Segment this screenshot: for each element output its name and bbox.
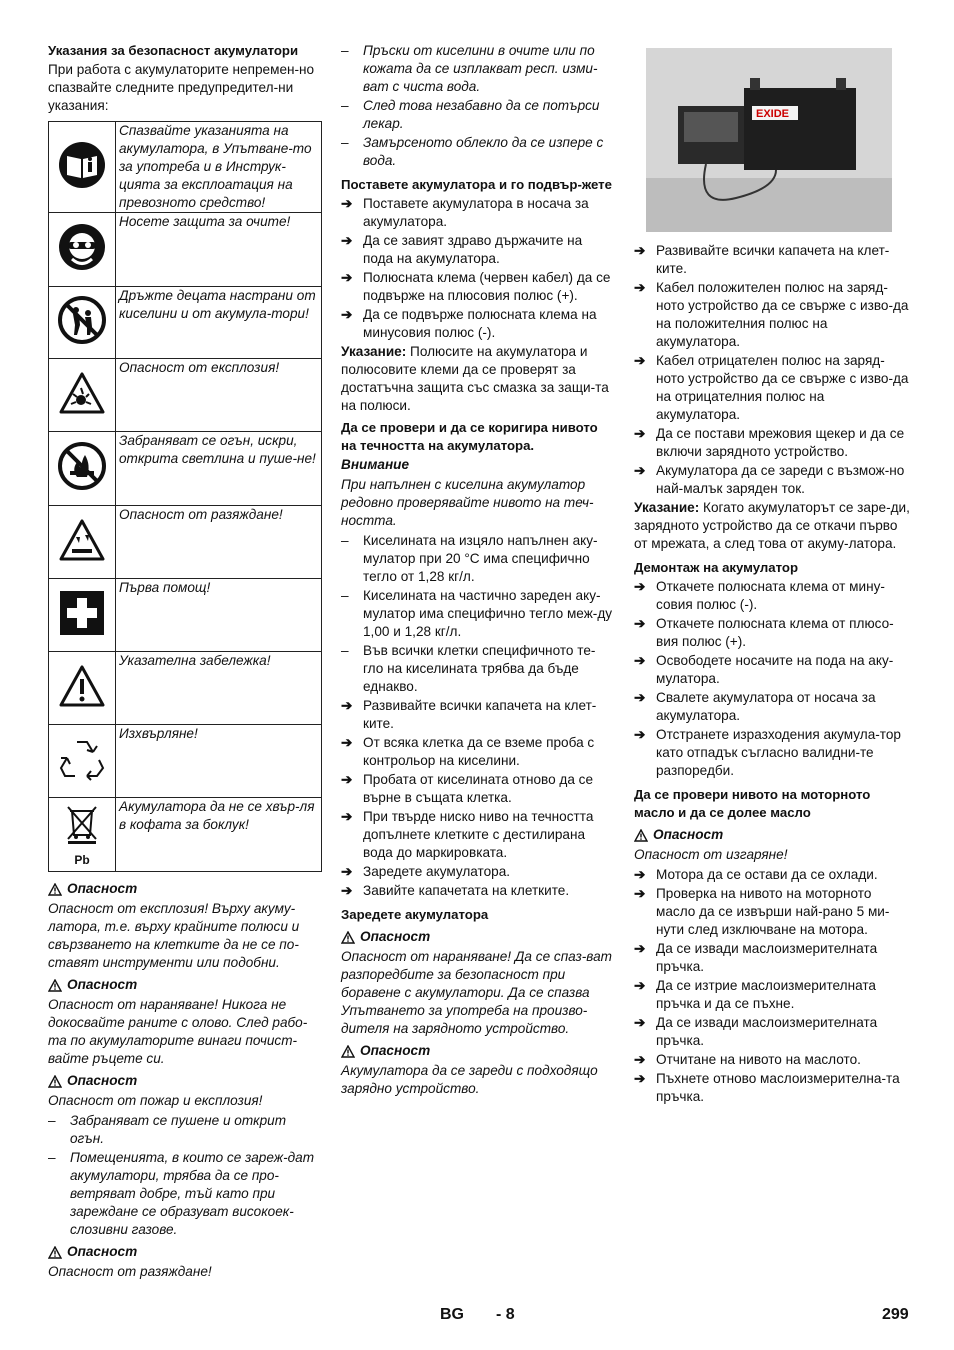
symbol-row [49, 652, 322, 725]
danger-text: Опасност от нараняване! Никога не докосвайте раните с олово. След рабо-та по акумулаторите винаги почист-вайте ръцете си. [48, 997, 308, 1066]
danger-label: Опасност [67, 1073, 138, 1088]
symbol-text: Дръжте децата настрани от киселини и от акумула-тори! [116, 287, 322, 359]
arrow-icon: ➔ [634, 1071, 646, 1086]
arrow-icon: ➔ [341, 735, 353, 750]
danger-heading [48, 976, 322, 994]
column-1 [48, 42, 322, 1283]
danger-label: Опасност [67, 977, 138, 992]
list-item: ➔ При твърде ниско ниво на течността допълнете клетките с дестилирана вода до маркировката. [341, 809, 594, 860]
warning-triangle-icon [48, 979, 62, 992]
arrow-icon: ➔ [634, 280, 646, 295]
list-item: ➔ Полюсната клема (червен кабел) да се подвърже на плюсовия полюс (+). [341, 270, 611, 303]
battery-charger-photo [646, 48, 892, 232]
danger-text: Акумулатора да се зареди с подходящо зарядно устройство. [341, 1063, 598, 1096]
list-item: ➔ Развивайте всички капачета на клет-ките. [341, 698, 597, 731]
list-item: ➔ Освободете носачите на пода на аку-мулатора. [634, 653, 894, 686]
list-item: – Забраняват се пушене и открит огън. [48, 1113, 287, 1146]
arrow-icon: ➔ [341, 772, 353, 787]
arrow-icon: ➔ [341, 864, 353, 879]
danger-label: Опасност [360, 1043, 431, 1058]
list-item: ➔ От всяка клетка да се вземе проба с контрольор на киселини. [341, 735, 595, 768]
symbol-row [49, 287, 322, 359]
list-item: ➔ Свалете акумулатора от носача за акумулатора. [634, 690, 876, 723]
arrow-icon: ➔ [634, 867, 646, 882]
list-item: – Пръски от киселини в очите или по кожата да се изплакват респ. изми-ват с чиста вода. [341, 43, 598, 94]
arrow-icon: ➔ [341, 233, 353, 248]
list-item: ➔ Завийте капачетата на клетките. [341, 883, 570, 898]
warning-triangle-icon [634, 829, 648, 842]
list-item: ➔ Да се завият здраво държачите на пода на акумулатора. [341, 233, 583, 266]
arrow-icon: ➔ [341, 698, 353, 713]
arrow-icon: ➔ [634, 463, 646, 478]
safety-symbols-table [48, 121, 322, 872]
danger-text: Опасност от разяждане! [48, 1264, 212, 1279]
section-heading: Да се провери нивото на моторното масло и да се долее масло [634, 787, 871, 820]
symbol-text: Спазвайте указанията на акумулатора, в Упътване-то за употреба и в Инструк-цията за експлоатация на превозното средство! [116, 122, 322, 213]
warning-triangle-icon [341, 1045, 355, 1058]
note-paragraph: Указание: Полюсите на акумулатора и полюсовите клеми да се проверят за достатъчна защита със смазка за защи-та на полюси. [341, 344, 609, 413]
section-heading: Демонтаж на акумулатор [634, 560, 799, 575]
pb-label: Pb [74, 853, 90, 867]
danger-label: Опасност [67, 881, 138, 896]
list-item: ➔ Кабел отрицателен полюс на заряд-ното устройство да се свърже с изво-да на отрицателния полюс на акумулатора. [634, 353, 909, 422]
list-item: ➔ Мотора да се остави да се охлади. [634, 867, 878, 882]
arrow-icon: ➔ [634, 690, 646, 705]
arrow-icon: ➔ [634, 1015, 646, 1030]
list-item: ➔ Акумулатора да се зареди с възмож-но най-малък заряден ток. [634, 463, 905, 496]
section-heading: Поставете акумулатора и го подвър-жете [341, 177, 612, 192]
footer-page-number: 299 [882, 1306, 909, 1323]
list-item: ➔ Да се подвърже полюсната клема на минусовия полюс (-). [341, 307, 597, 340]
explosion-hazard-icon [49, 359, 116, 432]
section-heading: Заредете акумулатора [341, 907, 489, 922]
arrow-icon: ➔ [634, 426, 646, 441]
list-item: ➔ Да се постави мрежовия щекер и да се включи зарядното устройство. [634, 426, 905, 459]
no-fire-no-smoking-icon [49, 432, 116, 506]
danger-heading [48, 1243, 322, 1261]
arrow-icon: ➔ [634, 978, 646, 993]
arrow-icon: ➔ [341, 883, 353, 898]
warning-triangle-icon [48, 883, 62, 896]
danger-text: Опасност от експлозия! Върху акуму-латора, т.е. върху крайните полюси и свързването на клетките да не се по-ставят инструменти или подобни. [48, 901, 300, 970]
list-item: ➔ Пробата от киселината отново да се върне в същата клетка. [341, 772, 594, 805]
arrow-icon: ➔ [634, 653, 646, 668]
symbol-text: Първа помощ! [116, 579, 322, 652]
symbol-text: Забраняват се огън, искри, открита светлина и пуше-не! [116, 432, 322, 506]
symbol-text: Опасност от разяждане! [116, 506, 322, 579]
arrow-icon: ➔ [341, 270, 353, 285]
warning-triangle-icon [341, 931, 355, 944]
arrow-icon: ➔ [634, 616, 646, 631]
list-item: ➔ Отстранете изразходения акумула-тор като отпадък съгласно валидни-те разпоредби. [634, 727, 901, 778]
intro-text: При работа с акумулаторите непремен-но спазвайте следните предупредител-ни указания: [48, 62, 315, 113]
list-item: – Във всички клетки специфичното те-гло на киселината трябва да бъде еднакво. [341, 643, 596, 694]
symbol-text: Опасност от експлозия! [116, 359, 322, 432]
corrosive-hazard-icon [49, 506, 116, 579]
symbol-row [49, 213, 322, 287]
symbol-row [49, 432, 322, 506]
list-item: ➔ Проверка на нивото на моторното масло да се извърши най-рано 5 ми-нути след изключване на мотора. [634, 886, 890, 937]
warning-triangle-icon [48, 1246, 62, 1259]
column-3 [634, 42, 910, 1107]
arrow-icon: ➔ [341, 809, 353, 824]
danger-heading [634, 826, 910, 844]
arrow-icon: ➔ [634, 579, 646, 594]
list-item: ➔ Поставете акумулатора в носача за акумулатора. [341, 196, 589, 229]
list-item: – Замърсеното облекло да се изпере с вода. [341, 135, 604, 168]
danger-text: Опасност от изгаряне! [634, 847, 788, 862]
arrow-icon: ➔ [341, 196, 353, 211]
list-item: ➔ Да се извади маслоизмерителната пръчка. [634, 1015, 878, 1048]
list-item: ➔ Да се изтрие маслоизмерителната пръчка и да се пъхне. [634, 978, 876, 1011]
danger-heading [341, 1042, 615, 1060]
list-item: – Киселината на изцяло напълнен аку-мулатор при 20 °C има специфично тегло от 1,28 кг/л. [341, 533, 598, 584]
danger-heading [341, 928, 615, 946]
symbol-row [49, 725, 322, 798]
list-item: ➔ Да се извади маслоизмерителната пръчка. [634, 941, 878, 974]
photo-brand-label: EXIDE [756, 108, 790, 120]
list-item: ➔ Откачете полюсната клема от плюсо-вия полюс (+). [634, 616, 894, 649]
keep-children-away-icon [49, 287, 116, 359]
list-item: ➔ Развивайте всички капачета на клет-ките. [634, 243, 890, 276]
arrow-icon: ➔ [341, 307, 353, 322]
eye-protection-icon [49, 213, 116, 287]
danger-label: Опасност [360, 929, 431, 944]
attention-text: При напълнен с киселина акумулатор редовно проверявайте нивото на теч-ността. [341, 477, 594, 528]
symbol-text: Изхвърляне! [116, 725, 322, 798]
symbol-text: Акумулатора да не се хвър-ля в кофата за боклук! [116, 798, 322, 872]
list-item: ➔ Заредете акумулатора. [341, 864, 511, 879]
symbol-text: Носете защита за очите! [116, 213, 322, 287]
danger-heading [48, 1072, 322, 1090]
list-item: ➔ Пъхнете отново маслоизмерителна-та пръчка. [634, 1071, 900, 1104]
note-paragraph: Указание: Когато акумулаторът се заре-ди, зарядното устройство да се откачи първо от мрежата, а след това от акуму-латора. [634, 500, 910, 551]
arrow-icon: ➔ [634, 886, 646, 901]
symbol-text: Указателна забележка! [116, 652, 322, 725]
danger-text: Опасност от нараняване! Да се спаз-ват разпоредбите за безопасност при боравене с акумулатори. Да се спазва Упътването за употреба на произво-дителя на зарядното устройство. [341, 949, 612, 1036]
list-item: – След това незабавно да се потърси лекар. [341, 98, 600, 131]
arrow-icon: ➔ [634, 243, 646, 258]
list-item: ➔ Откачете полюсната клема от мину-совия полюс (-). [634, 579, 885, 612]
section-heading: Да се провери и да се коригира нивото на течността на акумулатора. [341, 420, 598, 453]
recycling-icon [49, 725, 116, 798]
attention-label: Внимание [341, 457, 410, 472]
symbol-row [49, 506, 322, 579]
arrow-icon: ➔ [634, 353, 646, 368]
symbol-row [49, 122, 322, 213]
danger-label: Опасност [653, 827, 724, 842]
footer-language: BG [440, 1306, 464, 1323]
list-item: – Помещенията, в които се зареж-дат акумулатори, трябва да се про-ветряват добре, тъй като при зареждане се образуват високоек-слозивни газове. [48, 1150, 315, 1237]
list-item: ➔ Кабел положителен полюс на заряд-ното устройство да се свърже с изво-да на положителния полюс на акумулатора. [634, 280, 909, 349]
symbol-row [49, 579, 322, 652]
manual-info-icon [49, 122, 116, 213]
warning-triangle-icon [48, 1075, 62, 1088]
arrow-icon: ➔ [634, 1052, 646, 1067]
symbol-row [49, 798, 322, 872]
first-aid-icon [49, 579, 116, 652]
danger-text: Опасност от пожар и експлозия! [48, 1093, 263, 1108]
list-item: ➔ Отчитане на нивото на маслото. [634, 1052, 861, 1067]
symbol-row [49, 359, 322, 432]
warning-note-icon [49, 652, 116, 725]
column-2 [341, 42, 615, 1100]
danger-heading [48, 880, 322, 898]
arrow-icon: ➔ [634, 727, 646, 742]
footer-local-page: - 8 [496, 1306, 515, 1323]
danger-label: Опасност [67, 1244, 138, 1259]
list-item: – Киселината на частично зареден аку-мулатор има специфично тегло меж-ду 1,00 и 1,28 кг/л. [341, 588, 613, 639]
crossed-bin-icon [49, 798, 116, 872]
arrow-icon: ➔ [634, 941, 646, 956]
section-heading: Указания за безопасност акумулатори [48, 43, 299, 58]
